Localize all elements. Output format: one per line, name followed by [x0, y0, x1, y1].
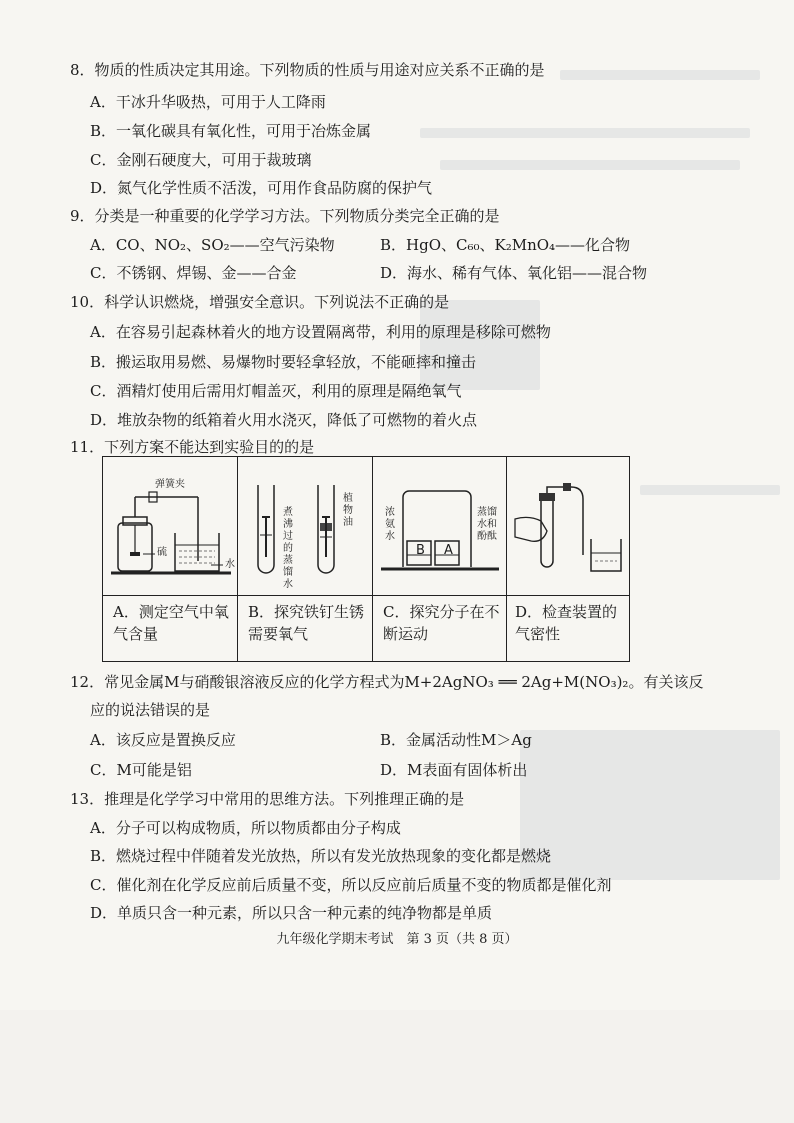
label-vegetable-oil: 植物油: [343, 493, 353, 528]
q12-stem-line2: 应的说法错误的是: [90, 701, 211, 719]
label-conc-ammonia: 浓氨水: [385, 507, 395, 542]
q8-option-d: D．氮气化学性质不活泼，可用作食品防腐的保护气: [90, 179, 433, 197]
q11-row-divider: [103, 595, 629, 596]
q9-option-b: B．HgO、C₆₀、K₂MnO₄——化合物: [380, 236, 631, 254]
show-through: [440, 160, 740, 170]
q11-stem: 11．下列方案不能达到实验目的的是: [70, 438, 315, 456]
q9-option-c: C．不锈钢、焊锡、金——合金: [90, 264, 297, 282]
q10-option-c: C．酒精灯使用后需用灯帽盖灭，利用的原理是隔绝氧气: [90, 382, 462, 400]
page-footer: 九年级化学期末考试 第 3 页（共 8 页）: [276, 932, 518, 947]
q8-option-b: B．一氧化碳具有氧化性，可用于冶炼金属: [90, 122, 372, 140]
q9-option-a: A．CO、NO₂、SO₂——空气污染物: [90, 236, 335, 254]
q10-option-b: B．搬运取用易燃、易爆物时要轻拿轻放，不能砸摔和撞击: [90, 353, 477, 371]
show-through: [520, 730, 780, 880]
label-spring-clip: 弹簧夹: [155, 479, 185, 490]
q11-caption-b: B．探究铁钉生锈需要氧气: [248, 603, 365, 643]
q11-caption-a: A．测定空气中氧气含量: [113, 603, 229, 643]
q9-stem: 9．分类是一种重要的化学学习方法。下列物质分类完全正确的是: [70, 207, 500, 225]
q13-option-c: C．催化剂在化学反应前后质量不变，所以反应前后质量不变的物质都是催化剂: [90, 876, 612, 894]
q11-caption-c: C．探究分子在不断运动: [383, 603, 500, 643]
show-through: [560, 70, 760, 80]
label-beaker-b: B: [416, 543, 425, 558]
show-through: [640, 485, 780, 495]
q9-option-d: D．海水、稀有气体、氧化铝——混合物: [380, 264, 648, 282]
q10-option-a: A．在容易引起森林着火的地方设置隔离带，利用的原理是移除可燃物: [90, 323, 551, 341]
label-beaker-a: A: [444, 543, 453, 558]
q11-experiment-table: [102, 456, 630, 662]
q12-option-a: A．该反应是置换反应: [90, 731, 236, 749]
q11-diagram-a: [103, 457, 238, 595]
label-water: 水: [225, 559, 235, 570]
q13-option-a: A．分子可以构成物质，所以物质都由分子构成: [90, 819, 401, 837]
q13-stem: 13．推理是化学学习中常用的思维方法。下列推理正确的是: [70, 790, 465, 808]
q11-diagram-d: [507, 457, 629, 595]
q12-stem-line1: 12．常见金属M与硝酸银溶液反应的化学方程式为M+2AgNO₃ ══ 2Ag+M(NO₃)₂。有关该反: [70, 673, 704, 691]
show-through: [420, 128, 750, 138]
label-boiled-water: 煮沸过的蒸馏水: [283, 507, 293, 590]
q12-option-c: C．M可能是铝: [90, 761, 192, 779]
q8-option-c: C．金刚石硬度大，可用于裁玻璃: [90, 151, 312, 169]
q13-option-d: D．单质只含一种元素，所以只含一种元素的纯净物都是单质: [90, 904, 493, 922]
q8-stem: 8．物质的性质决定其用途。下列物质的性质与用途对应关系不正确的是: [70, 61, 545, 79]
q13-option-b: B．燃烧过程中伴随着发光放热，所以有发光放热现象的变化都是燃烧: [90, 847, 552, 865]
q10-option-d: D．堆放杂物的纸箱着火用水浇灭，降低了可燃物的着火点: [90, 411, 478, 429]
label-sulfur: 硫: [157, 547, 167, 558]
q11-caption-d: D．检查装置的气密性: [515, 603, 618, 643]
q10-stem: 10．科学认识燃烧，增强安全意识。下列说法不正确的是: [70, 293, 450, 311]
q8-option-a: A．干冰升华吸热，可用于人工降雨: [90, 93, 326, 111]
q12-option-b: B．金属活动性M＞Ag: [380, 731, 532, 749]
label-water-phenolphthalein: 蒸馏水和酚酞: [477, 507, 497, 542]
show-through: [420, 300, 540, 390]
q12-option-d: D．M表面有固体析出: [380, 761, 528, 779]
